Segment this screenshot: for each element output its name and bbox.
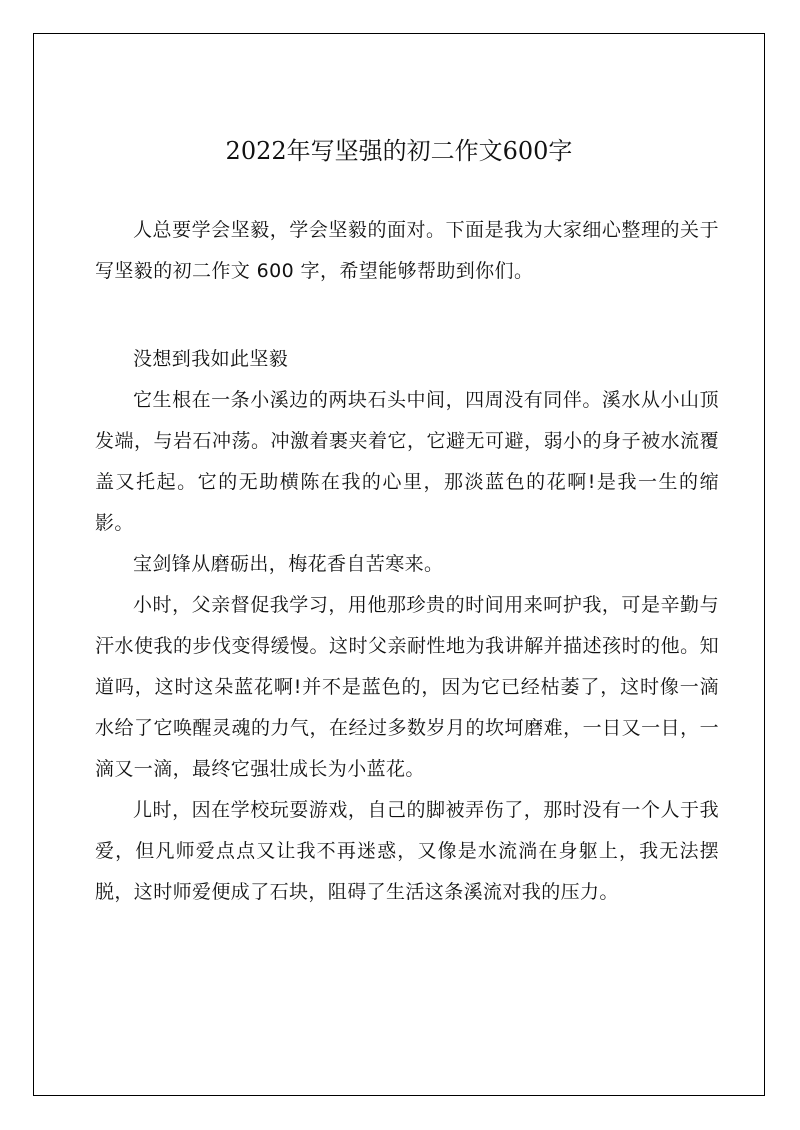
essay-heading: 没想到我如此坚毅	[133, 348, 289, 370]
essay-paragraph: 它生根在一条小溪边的两块石头中间，四周没有同伴。溪水从小山顶发端，与岩石冲荡。冲激着裹夹着它，它避无可避，弱小的身子被水流覆盖又托起。它的无助横陈在我的心里，那淡蓝色的花啊!是我一生的缩影。	[95, 389, 719, 534]
essay-paragraph: 儿时，因在学校玩耍游戏，自己的脚被弄伤了，那时没有一个人于我爱，但凡师爱点点又让我不再迷惑，又像是水流淌在身躯上，我无法摆脱，这时师爱便成了石块，阻碍了生活这条溪流对我的压力。	[95, 799, 719, 903]
intro-section	[95, 210, 719, 292]
essay-paragraph: 小时，父亲督促我学习，用他那珍贵的时间用来呵护我，可是辛勤与汗水使我的步伐变得缓慢。这时父亲耐性地为我讲解并描述孩时的他。知道吗，这时这朵蓝花啊!并不是蓝色的，因为它已经枯萎了，这时像一滴水给了它唤醒灵魂的力气，在经过多数岁月的坎坷磨难，一日又一日，一滴又一滴，最终它强壮成长为小蓝花。	[95, 594, 719, 780]
document-title: 2022年写坚强的初二作文600字	[225, 137, 573, 165]
essay-paragraph: 宝剑锋从磨砺出，梅花香自苦寒来。	[133, 553, 444, 575]
essay-body	[95, 339, 719, 913]
document-page	[33, 33, 765, 1096]
intro-paragraph: 人总要学会坚毅，学会坚毅的面对。下面是我为大家细心整理的关于写坚毅的初二作文 600 字，希望能够帮助到你们。	[95, 219, 719, 282]
